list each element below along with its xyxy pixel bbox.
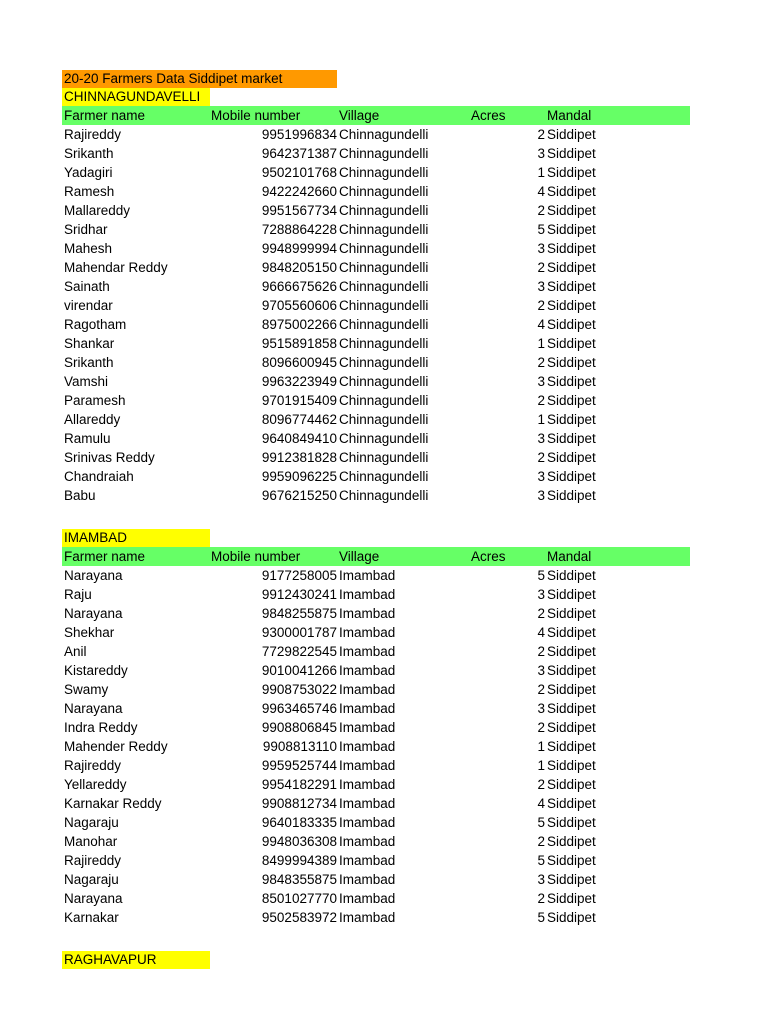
cell-farmer-name[interactable]: Narayana (64, 568, 123, 583)
header-village[interactable]: Village (339, 108, 380, 123)
cell-village[interactable]: Imambad (339, 701, 396, 716)
cell-acres[interactable]: 4 (537, 184, 545, 199)
cell-acres[interactable]: 3 (537, 431, 545, 446)
table-row (62, 661, 690, 680)
cell-mobile[interactable]: 9959525744 (261, 758, 337, 773)
table-row (62, 813, 690, 832)
table-row (62, 566, 690, 585)
cell-village[interactable]: Chinnagundelli (339, 355, 429, 370)
table-row (62, 486, 690, 505)
cell-village[interactable]: Imambad (339, 758, 396, 773)
cell-village[interactable]: Chinnagundelli (339, 241, 429, 256)
cell-acres[interactable]: 2 (537, 891, 545, 906)
cell-mobile[interactable]: 9951567734 (261, 203, 337, 218)
cell-acres[interactable]: 3 (537, 488, 545, 503)
cell-farmer-name[interactable]: Sridhar (64, 222, 108, 237)
cell-mandal[interactable]: Siddipet (547, 469, 596, 484)
cell-mobile[interactable]: 9422242660 (261, 184, 337, 199)
header-farmer-name[interactable]: Farmer name (64, 549, 146, 564)
cell-mobile[interactable]: 9948036308 (261, 834, 337, 849)
cell-village[interactable]: Chinnagundelli (339, 146, 429, 161)
cell-mandal[interactable]: Siddipet (547, 739, 596, 754)
cell-village[interactable]: Chinnagundelli (339, 488, 429, 503)
cell-mandal[interactable]: Siddipet (547, 872, 596, 887)
cell-acres[interactable]: 2 (537, 834, 545, 849)
cell-farmer-name[interactable]: Sainath (64, 279, 110, 294)
table-row (62, 334, 690, 353)
cell-mobile[interactable]: 9908806845 (261, 720, 337, 735)
cell-mandal[interactable]: Siddipet (547, 568, 596, 583)
cell-farmer-name[interactable]: Anil (64, 644, 87, 659)
cell-mobile[interactable]: 8499994389 (261, 853, 337, 868)
table-row (62, 642, 690, 661)
cell-acres[interactable]: 2 (537, 777, 545, 792)
cell-farmer-name[interactable]: Nagaraju (64, 815, 119, 830)
cell-farmer-name[interactable]: Mahendar Reddy (64, 260, 168, 275)
cell-mandal[interactable]: Siddipet (547, 644, 596, 659)
spreadsheet (62, 70, 690, 969)
cell-mandal[interactable]: Siddipet (547, 412, 596, 427)
cell-mandal[interactable]: Siddipet (547, 260, 596, 275)
cell-acres[interactable]: 5 (537, 568, 545, 583)
table-row (62, 125, 690, 144)
table-row (62, 699, 690, 718)
cell-farmer-name[interactable]: Paramesh (64, 393, 126, 408)
table-row (62, 315, 690, 334)
sheet-title[interactable]: 20-20 Farmers Data Siddipet market (62, 70, 337, 88)
cell-mobile[interactable]: 9666675626 (261, 279, 337, 294)
cell-mandal[interactable]: Siddipet (547, 431, 596, 446)
cell-acres[interactable]: 2 (537, 450, 545, 465)
cell-village[interactable]: Imambad (339, 891, 396, 906)
table-row (62, 201, 690, 220)
cell-mobile[interactable]: 9848255875 (261, 606, 337, 621)
cell-farmer-name[interactable]: Shankar (64, 336, 115, 351)
cell-mandal[interactable]: Siddipet (547, 241, 596, 256)
cell-acres[interactable]: 2 (537, 355, 545, 370)
cell-acres[interactable]: 5 (537, 222, 545, 237)
cell-mandal[interactable]: Siddipet (547, 587, 596, 602)
cell-farmer-name[interactable]: Ragotham (64, 317, 127, 332)
cell-mandal[interactable]: Siddipet (547, 834, 596, 849)
cell-mobile[interactable]: 9848355875 (261, 872, 337, 887)
table-row (62, 851, 690, 870)
cell-acres[interactable]: 5 (537, 815, 545, 830)
cell-mandal[interactable]: Siddipet (547, 606, 596, 621)
cell-acres[interactable]: 4 (537, 796, 545, 811)
cell-village[interactable]: Imambad (339, 815, 396, 830)
table-row (62, 239, 690, 258)
cell-acres[interactable]: 3 (537, 872, 545, 887)
cell-acres[interactable]: 2 (537, 644, 545, 659)
cell-mobile[interactable]: 8096774462 (261, 412, 337, 427)
table-row (62, 429, 690, 448)
cell-village[interactable]: Imambad (339, 872, 396, 887)
cell-acres[interactable]: 2 (537, 260, 545, 275)
cell-village[interactable]: Imambad (339, 663, 396, 678)
cell-farmer-name[interactable]: Manohar (64, 834, 118, 849)
cell-mandal[interactable]: Siddipet (547, 758, 596, 773)
cell-mandal[interactable]: Siddipet (547, 203, 596, 218)
cell-acres[interactable]: 2 (537, 393, 545, 408)
cell-village[interactable]: Chinnagundelli (339, 298, 429, 313)
cell-mobile[interactable]: 9502583972 (261, 910, 337, 925)
cell-village[interactable]: Imambad (339, 777, 396, 792)
section-label[interactable]: IMAMBAD (62, 529, 210, 547)
cell-village[interactable]: Imambad (339, 568, 396, 583)
cell-farmer-name[interactable]: Kistareddy (64, 663, 128, 678)
cell-mobile[interactable]: 9177258005 (261, 568, 337, 583)
table-row (62, 353, 690, 372)
cell-mandal[interactable]: Siddipet (547, 663, 596, 678)
section-gap (62, 505, 690, 529)
cell-mandal[interactable]: Siddipet (547, 184, 596, 199)
section-label[interactable]: CHINNAGUNDAVELLI (62, 88, 210, 106)
cell-mandal[interactable]: Siddipet (547, 853, 596, 868)
table-row (62, 467, 690, 486)
cell-mobile[interactable]: 9954182291 (261, 777, 337, 792)
table-row (62, 680, 690, 699)
cell-mandal[interactable]: Siddipet (547, 355, 596, 370)
table-row (62, 144, 690, 163)
cell-village[interactable]: Imambad (339, 834, 396, 849)
cell-farmer-name[interactable]: Mahesh (64, 241, 113, 256)
cell-mobile[interactable]: 9701915409 (261, 393, 337, 408)
header-mandal[interactable]: Mandal (547, 108, 592, 123)
header-mobile[interactable]: Mobile number (211, 108, 301, 123)
table-row (62, 220, 690, 239)
header-mobile[interactable]: Mobile number (211, 549, 301, 564)
table-row (62, 908, 690, 927)
cell-village[interactable]: Chinnagundelli (339, 469, 429, 484)
cell-village[interactable]: Imambad (339, 587, 396, 602)
table-row (62, 258, 690, 277)
cell-farmer-name[interactable]: Narayana (64, 606, 123, 621)
cell-mobile[interactable]: 9951996834 (261, 127, 337, 142)
cell-mobile[interactable]: 8096600945 (261, 355, 337, 370)
table-row (62, 448, 690, 467)
header-mandal[interactable]: Mandal (547, 549, 592, 564)
cell-mandal[interactable]: Siddipet (547, 682, 596, 697)
cell-mobile[interactable]: 9963465746 (261, 701, 337, 716)
table-row (62, 756, 690, 775)
header-row (62, 106, 690, 125)
table-row (62, 718, 690, 737)
cell-mobile[interactable]: 9912430241 (261, 587, 337, 602)
cell-acres[interactable]: 3 (537, 146, 545, 161)
table-row (62, 391, 690, 410)
table-row (62, 296, 690, 315)
cell-mandal[interactable]: Siddipet (547, 910, 596, 925)
table-row (62, 182, 690, 201)
cell-acres[interactable]: 1 (537, 739, 545, 754)
cell-village[interactable]: Imambad (339, 644, 396, 659)
cell-mandal[interactable]: Siddipet (547, 796, 596, 811)
cell-mobile[interactable]: 9300001787 (261, 625, 337, 640)
table-row (62, 870, 690, 889)
section-label[interactable]: RAGHAVAPUR (62, 951, 210, 969)
cell-acres[interactable]: 2 (537, 720, 545, 735)
table-row (62, 163, 690, 182)
cell-mobile[interactable]: 8501027770 (261, 891, 337, 906)
cell-acres[interactable]: 2 (537, 682, 545, 697)
cell-acres[interactable]: 3 (537, 663, 545, 678)
cell-mandal[interactable]: Siddipet (547, 374, 596, 389)
table-row (62, 604, 690, 623)
cell-mandal[interactable]: Siddipet (547, 701, 596, 716)
cell-acres[interactable]: 1 (537, 165, 545, 180)
cell-farmer-name[interactable]: Raju (64, 587, 92, 602)
cell-mandal[interactable]: Siddipet (547, 450, 596, 465)
cell-farmer-name[interactable]: Srikanth (64, 355, 114, 370)
cell-acres[interactable]: 2 (537, 127, 545, 142)
cell-mandal[interactable]: Siddipet (547, 891, 596, 906)
header-acres[interactable]: Acres (471, 549, 506, 564)
cell-mobile[interactable]: 9642371387 (261, 146, 337, 161)
cell-farmer-name[interactable]: Yellareddy (64, 777, 127, 792)
cell-acres[interactable]: 3 (537, 374, 545, 389)
cell-village[interactable]: Chinnagundelli (339, 203, 429, 218)
table-row (62, 737, 690, 756)
cell-farmer-name[interactable]: Nagaraju (64, 872, 119, 887)
cell-mandal[interactable]: Siddipet (547, 222, 596, 237)
cell-mandal[interactable]: Siddipet (547, 815, 596, 830)
cell-farmer-name[interactable]: Vamshi (64, 374, 109, 389)
table-row (62, 832, 690, 851)
cell-village[interactable]: Chinnagundelli (339, 412, 429, 427)
table-row (62, 410, 690, 429)
cell-acres[interactable]: 1 (537, 758, 545, 773)
cell-farmer-name[interactable]: Rajireddy (64, 127, 122, 142)
cell-mandal[interactable]: Siddipet (547, 393, 596, 408)
cell-acres[interactable]: 4 (537, 625, 545, 640)
cell-mandal[interactable]: Siddipet (547, 720, 596, 735)
header-farmer-name[interactable]: Farmer name (64, 108, 146, 123)
cell-mandal[interactable]: Siddipet (547, 146, 596, 161)
cell-mobile[interactable]: 7729822545 (261, 644, 337, 659)
cell-village[interactable]: Chinnagundelli (339, 393, 429, 408)
cell-mobile[interactable]: 9705560606 (261, 298, 337, 313)
cell-village[interactable]: Chinnagundelli (339, 222, 429, 237)
cell-farmer-name[interactable]: Rajireddy (64, 758, 122, 773)
cell-mobile[interactable]: 9848205150 (261, 260, 337, 275)
table-row (62, 794, 690, 813)
cell-mobile[interactable]: 8975002266 (261, 317, 337, 332)
cell-mobile[interactable]: 9908813110 (262, 739, 337, 754)
cell-acres[interactable]: 2 (537, 298, 545, 313)
cell-acres[interactable]: 5 (537, 853, 545, 868)
sections-container (62, 88, 690, 969)
cell-farmer-name[interactable]: Shekhar (64, 625, 115, 640)
cell-farmer-name[interactable]: Indra Reddy (64, 720, 138, 735)
cell-mandal[interactable]: Siddipet (547, 625, 596, 640)
cell-farmer-name[interactable]: Narayana (64, 701, 123, 716)
cell-acres[interactable]: 2 (537, 606, 545, 621)
cell-mandal[interactable]: Siddipet (547, 127, 596, 142)
cell-mobile[interactable]: 9010041266 (261, 663, 337, 678)
section-gap (62, 927, 690, 951)
cell-acres[interactable]: 1 (537, 336, 545, 351)
cell-mobile[interactable]: 9676215250 (261, 488, 337, 503)
cell-mobile[interactable]: 9515891858 (261, 336, 337, 351)
cell-farmer-name[interactable]: Yadagiri (64, 165, 113, 180)
cell-farmer-name[interactable]: Ramulu (64, 431, 111, 446)
cell-acres[interactable]: 3 (537, 587, 545, 602)
cell-mobile[interactable]: 9502101768 (261, 165, 337, 180)
cell-acres[interactable]: 3 (537, 701, 545, 716)
cell-village[interactable]: Chinnagundelli (339, 260, 429, 275)
cell-village[interactable]: Chinnagundelli (339, 374, 429, 389)
cell-mandal[interactable]: Siddipet (547, 279, 596, 294)
cell-village[interactable]: Chinnagundelli (339, 279, 429, 294)
cell-farmer-name[interactable]: Karnakar (64, 910, 119, 925)
cell-village[interactable]: Imambad (339, 682, 396, 697)
cell-village[interactable]: Chinnagundelli (339, 450, 429, 465)
cell-mandal[interactable]: Siddipet (547, 336, 596, 351)
cell-farmer-name[interactable]: Mahender Reddy (64, 739, 168, 754)
cell-village[interactable]: Chinnagundelli (339, 336, 429, 351)
header-acres[interactable]: Acres (471, 108, 506, 123)
cell-farmer-name[interactable]: Karnakar Reddy (64, 796, 162, 811)
cell-village[interactable]: Imambad (339, 739, 396, 754)
cell-acres[interactable]: 3 (537, 469, 545, 484)
cell-mobile[interactable]: 9912381828 (261, 450, 337, 465)
cell-farmer-name[interactable]: Srinivas Reddy (64, 450, 155, 465)
cell-farmer-name[interactable]: Chandraiah (64, 469, 134, 484)
cell-mandal[interactable]: Siddipet (547, 165, 596, 180)
cell-acres[interactable]: 5 (537, 910, 545, 925)
cell-village[interactable]: Imambad (339, 853, 396, 868)
header-village[interactable]: Village (339, 549, 380, 564)
cell-acres[interactable]: 2 (537, 203, 545, 218)
cell-farmer-name[interactable]: Srikanth (64, 146, 114, 161)
cell-mobile[interactable]: 9908812734 (261, 796, 337, 811)
cell-acres[interactable]: 3 (537, 279, 545, 294)
table-row (62, 623, 690, 642)
cell-village[interactable]: Imambad (339, 910, 396, 925)
cell-mobile[interactable]: 9963223949 (261, 374, 337, 389)
cell-mandal[interactable]: Siddipet (547, 488, 596, 503)
cell-mandal[interactable]: Siddipet (547, 777, 596, 792)
cell-mobile[interactable]: 9948999994 (261, 241, 337, 256)
cell-village[interactable]: Chinnagundelli (339, 127, 429, 142)
table-row (62, 889, 690, 908)
cell-farmer-name[interactable]: Rajireddy (64, 853, 122, 868)
cell-mobile[interactable]: 9959096225 (261, 469, 337, 484)
cell-mobile[interactable]: 9640183335 (261, 815, 337, 830)
cell-farmer-name[interactable]: Narayana (64, 891, 123, 906)
table-row (62, 585, 690, 604)
cell-village[interactable]: Chinnagundelli (339, 431, 429, 446)
cell-village[interactable]: Imambad (339, 796, 396, 811)
table-row (62, 775, 690, 794)
cell-mobile[interactable]: 7288864228 (261, 222, 337, 237)
cell-mandal[interactable]: Siddipet (547, 317, 596, 332)
cell-acres[interactable]: 4 (537, 317, 545, 332)
cell-village[interactable]: Chinnagundelli (339, 165, 429, 180)
cell-mandal[interactable]: Siddipet (547, 298, 596, 313)
cell-village[interactable]: Imambad (339, 606, 396, 621)
cell-village[interactable]: Chinnagundelli (339, 317, 429, 332)
cell-village[interactable]: Chinnagundelli (339, 184, 429, 199)
cell-farmer-name[interactable]: Mallareddy (64, 203, 131, 218)
cell-acres[interactable]: 1 (537, 412, 545, 427)
cell-mobile[interactable]: 9908753022 (261, 682, 337, 697)
cell-farmer-name[interactable]: Ramesh (64, 184, 115, 199)
cell-farmer-name[interactable]: virendar (64, 298, 113, 313)
table-row (62, 277, 690, 296)
cell-farmer-name[interactable]: Allareddy (64, 412, 121, 427)
cell-mobile[interactable]: 9640849410 (261, 431, 337, 446)
cell-village[interactable]: Imambad (339, 625, 396, 640)
table-row (62, 372, 690, 391)
cell-acres[interactable]: 3 (537, 241, 545, 256)
cell-farmer-name[interactable]: Babu (64, 488, 96, 503)
cell-farmer-name[interactable]: Swamy (64, 682, 109, 697)
cell-village[interactable]: Imambad (339, 720, 396, 735)
header-row (62, 547, 690, 566)
